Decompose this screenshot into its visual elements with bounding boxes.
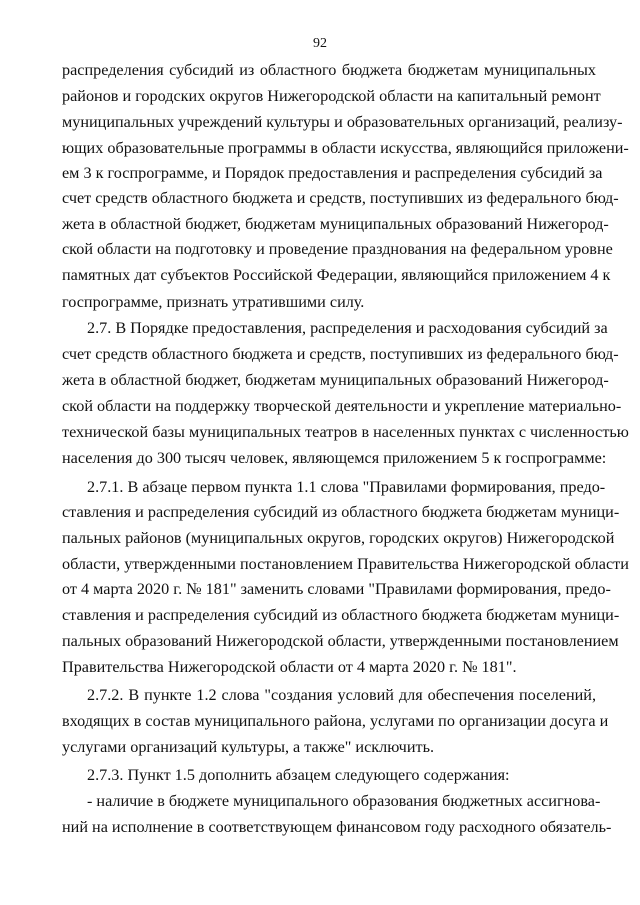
text-line: ской области на подготовку и проведение празднования на федеральном уровне [62, 240, 613, 258]
text-line: ем 3 к госпрограмме, и Порядок предоставления и распределения субсидий за [62, 164, 603, 182]
text-line: населения до 300 тысяч человек, являющемся приложением 5 к госпрограмме: [62, 449, 607, 467]
text-line: ставления и распределения субсидий из областного бюджета бюджетам муници- [62, 606, 620, 624]
text-line: ющих образовательные программы в области искусства, являющийся приложени- [62, 139, 629, 157]
text-line: районов и городских округов Нижегородской области на капитальный ремонт [62, 87, 601, 105]
text-line: услугами организаций культуры, а также" исключить. [62, 738, 434, 756]
text-line: пальных районов (муниципальных округов, городских округов) Нижегородской [62, 529, 615, 547]
text-line: области, утвержденными постановлением Правительства Нижегородской области [62, 555, 629, 573]
text-line: Правительства Нижегородской области от 4 марта 2020 г. № 181". [62, 658, 517, 676]
text-line: жета в областной бюджет, бюджетам муниципальных образований Нижегород- [62, 371, 609, 389]
text-line: входящих в состав муниципального района, услугами по организации досуга и [62, 712, 609, 730]
text-line: 2.7.3. Пункт 1.5 дополнить абзацем следующего содержания: [87, 766, 510, 784]
text-line: памятных дат субъектов Российской Федерации, являющийся приложением 4 к [62, 266, 611, 284]
text-line: 2.7. В Порядке предоставления, распределения и расходования субсидий за [87, 319, 608, 337]
text-line: 2.7.2. В пункте 1.2 слова "создания условий для обеспечения поселений, [87, 686, 596, 704]
text-line: технической базы муниципальных театров в населенных пунктах с численностью [62, 423, 629, 441]
text-line: ний на исполнение в соответствующем финансовом году расходного обязатель- [62, 818, 612, 836]
text-line: 2.7.1. В абзаце первом пункта 1.1 слова "Правилами формирования, предо- [87, 478, 606, 496]
text-line: счет средств областного бюджета и средств, поступивших из федерального бюд- [62, 189, 619, 207]
text-line: госпрограмме, признать утратившими силу. [62, 293, 365, 311]
text-line: счет средств областного бюджета и средств, поступивших из федерального бюд- [62, 345, 619, 363]
text-line: муниципальных учреждений культуры и образовательных организаций, реализу- [62, 113, 623, 131]
page-number: 92 [313, 36, 327, 51]
text-line: - наличие в бюджете муниципального образования бюджетных ассигнова- [87, 792, 601, 810]
text-line: ской области на поддержку творческой деятельности и укрепление материально- [62, 397, 622, 415]
text-line: пальных образований Нижегородской области, утвержденными постановлением [62, 632, 619, 650]
text-line: жета в областной бюджет, бюджетам муниципальных образований Нижегород- [62, 215, 609, 233]
text-line: ставления и распределения субсидий из областного бюджета бюджетам муници- [62, 503, 620, 521]
text-line: от 4 марта 2020 г. № 181" заменить словами "Правилами формирования, предо- [62, 580, 611, 598]
text-line: распределения субсидий из областного бюджета бюджетам муниципальных [62, 61, 596, 79]
